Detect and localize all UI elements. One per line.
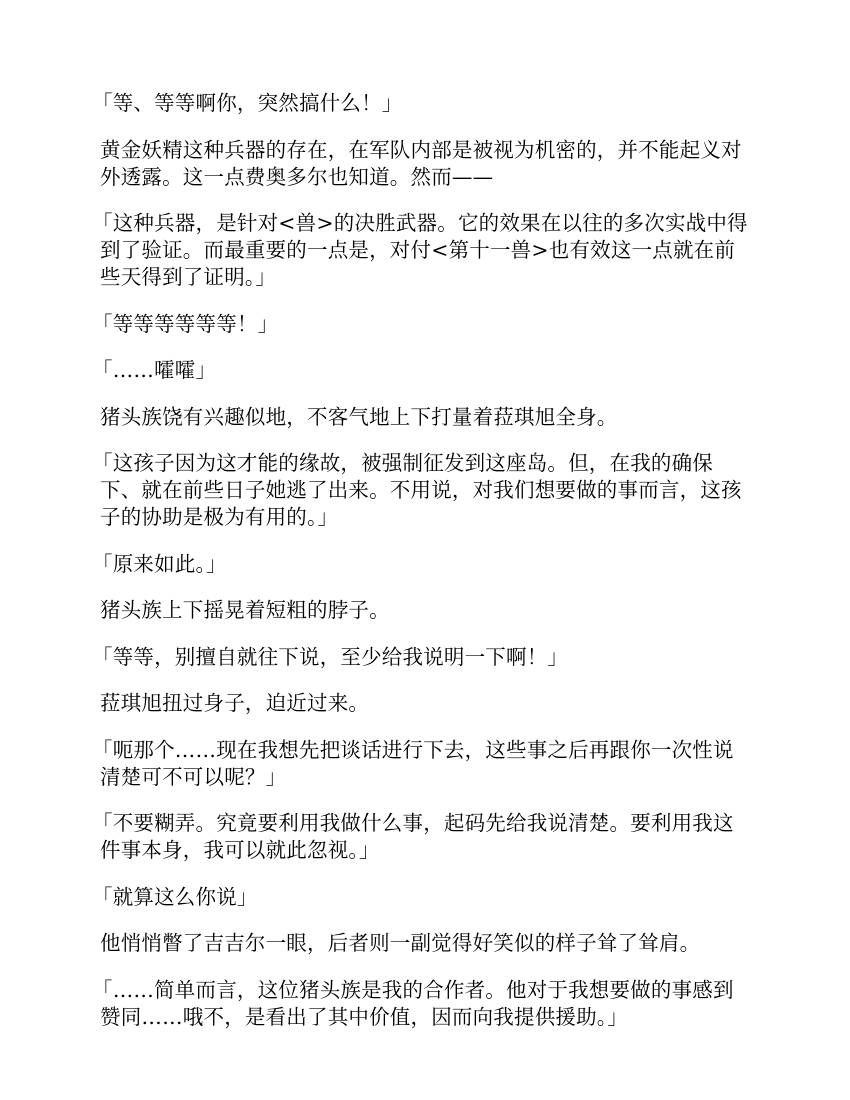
narration-paragraph: 猪头族上下摇晃着短粗的脖子。 bbox=[100, 598, 390, 622]
dialogue-paragraph: 「不要糊弄。究竟要利用我做什么事，起码先给我说清楚。要利用我这件事本身，我可以就此忽视。」 bbox=[92, 811, 734, 862]
dialogue-paragraph: 「原来如此。」 bbox=[92, 551, 227, 576]
dialogue-paragraph: 「……嚯嚯」 bbox=[92, 358, 217, 382]
dialogue-paragraph: 「……简单而言，这位猪头族是我的合作者。他对于我想要做的事感到赞同……哦不，是看出了其中价值，因而向我提供援助。」 bbox=[92, 977, 734, 1029]
dialogue-paragraph: 「就算这么你说」 bbox=[92, 884, 258, 909]
dialogue-paragraph: 「等、等等啊你，突然搞什么！」 bbox=[92, 91, 403, 115]
narration-paragraph: 猪头族饶有兴趣似地，不客气地上下打量着菈琪旭全身。 bbox=[100, 404, 618, 429]
dialogue-paragraph: 「这孩子因为这才能的缘故，被强制征发到这座岛。但，在我的确保下、就在前些日子她逃了出来。不用说，对我们想要做的事而言，这孩子的协助是极为有用的。」 bbox=[92, 451, 742, 529]
document-page bbox=[92, 90, 750, 1050]
dialogue-paragraph: 「等等，别擅自就往下说，至少给我说明一下啊！」 bbox=[92, 644, 569, 669]
dialogue-paragraph: 「呃那个……现在我想先把谈话进行下去，这些事之后再跟你一次性说清楚可不可以呢？」 bbox=[92, 737, 734, 789]
narration-paragraph: 菈琪旭扭过身子，迫近过来。 bbox=[100, 691, 370, 715]
narration-paragraph: 他悄悄瞥了吉吉尔一眼，后者则一副觉得好笑似的样子耸了耸肩。 bbox=[100, 931, 701, 955]
narration-paragraph: 黄金妖精这种兵器的存在，在军队内部是被视为机密的，并不能起义对外透露。这一点费奥多尔也知道。然而—— bbox=[100, 137, 742, 189]
dialogue-paragraph: 「这种兵器，是针对<兽>的决胜武器。它的效果在以往的多次实战中得到了验证。而最重要的一点是，对付<第十一兽>也有效这一点就在前些天得到了证明。」 bbox=[92, 211, 748, 289]
dialogue-paragraph: 「等等等等等等！」 bbox=[92, 311, 279, 336]
